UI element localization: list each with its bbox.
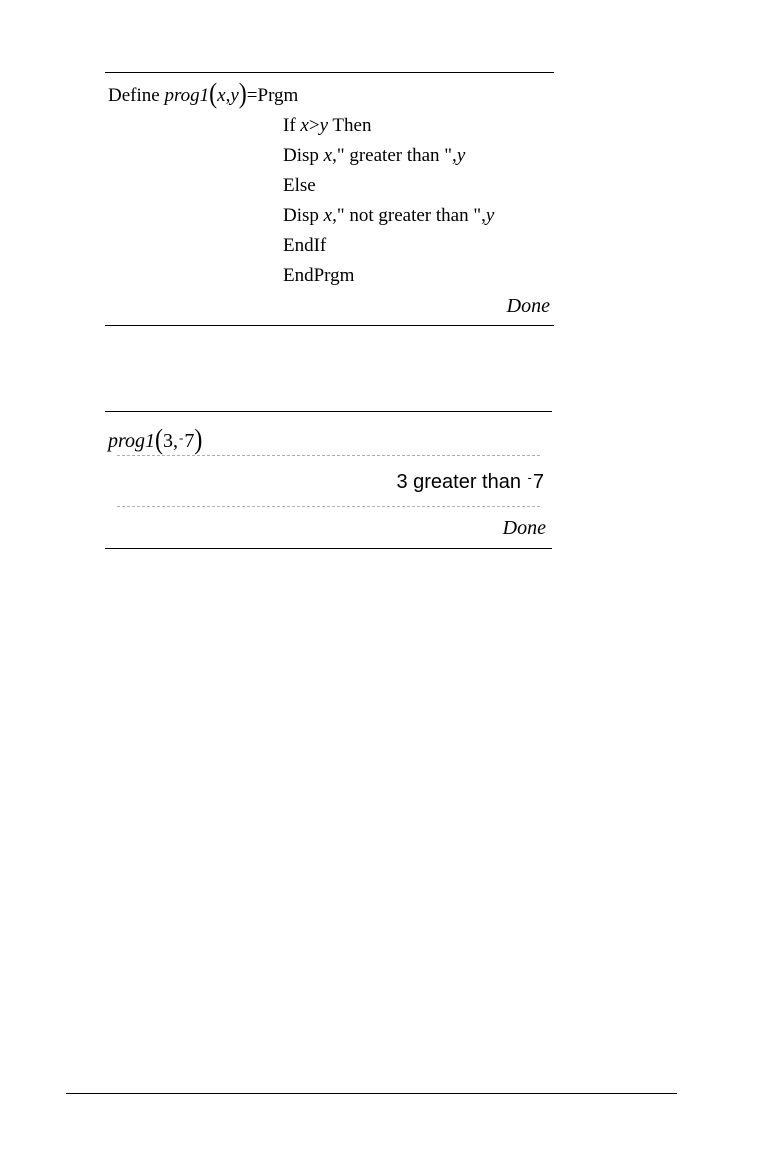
- code-line-disp-greater: [283, 144, 465, 168]
- string-literal: ," greater than ",: [332, 145, 457, 166]
- var-y: y: [456, 145, 466, 166]
- var-x: x: [323, 145, 333, 166]
- arg-second: 7: [184, 430, 195, 452]
- then-keyword: Then: [328, 115, 372, 136]
- footer-rule: [66, 1093, 677, 1094]
- string-literal: ," not greater than ",: [332, 205, 486, 226]
- program-call: [108, 425, 202, 454]
- var-y: y: [485, 205, 495, 226]
- output-text: 3 greater than: [396, 471, 527, 493]
- open-paren: (: [155, 424, 164, 456]
- param-separator: ,: [225, 85, 231, 106]
- result-done: Done: [506, 295, 550, 317]
- open-paren: (: [209, 78, 218, 110]
- dashed-divider: [117, 455, 540, 456]
- equals-sign: =: [246, 85, 258, 106]
- disp-keyword: Disp: [283, 145, 324, 166]
- arg-separator: ,: [173, 430, 179, 452]
- else-keyword: Else: [283, 175, 316, 196]
- arg-first: 3: [163, 430, 174, 452]
- negative-sign: -: [179, 430, 184, 445]
- output-value: 7: [532, 471, 544, 493]
- function-name: prog1: [164, 85, 210, 106]
- close-paren: ): [238, 78, 247, 110]
- disp-keyword: Disp: [283, 205, 324, 226]
- code-line-disp-not-greater: [283, 204, 494, 228]
- output-negative-sign: -: [527, 470, 532, 485]
- code-line-endif: [283, 234, 326, 258]
- var-x: x: [300, 115, 309, 136]
- param-x: x: [217, 85, 226, 106]
- endif-keyword: EndIf: [283, 235, 327, 256]
- define-statement: [108, 78, 299, 110]
- result-done: Done: [502, 517, 546, 539]
- program-call-block: [105, 411, 552, 549]
- function-name: prog1: [108, 430, 156, 452]
- code-line-endprgm: [283, 264, 354, 288]
- var-x: x: [323, 205, 333, 226]
- operator: >: [308, 115, 320, 136]
- code-line-else: [283, 174, 316, 198]
- var-y: y: [319, 115, 328, 136]
- code-line-if: [283, 114, 371, 138]
- if-keyword: If: [283, 115, 301, 136]
- define-keyword: Define: [108, 85, 160, 106]
- display-output: [396, 465, 544, 495]
- define-program-block: [105, 72, 554, 326]
- prgm-keyword: Prgm: [257, 85, 299, 106]
- dashed-divider: [117, 506, 540, 507]
- endprgm-keyword: EndPrgm: [283, 265, 355, 286]
- param-y: y: [230, 85, 239, 106]
- close-paren: ): [194, 424, 203, 456]
